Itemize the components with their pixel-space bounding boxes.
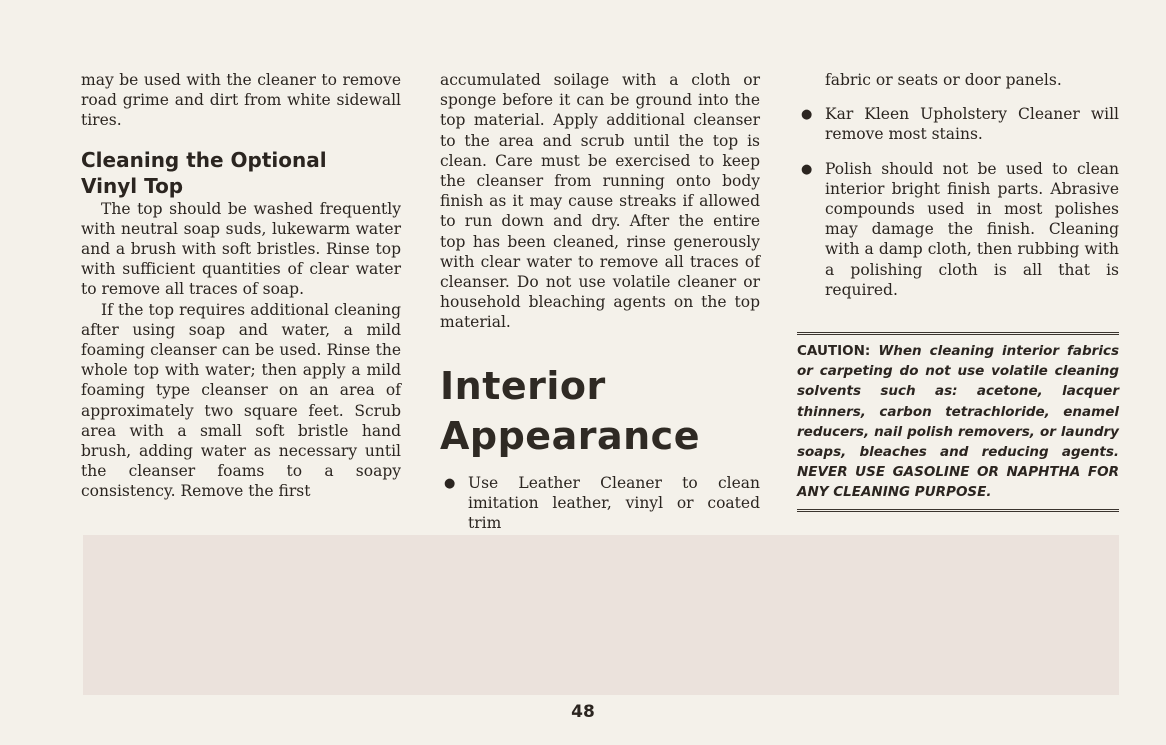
- heading-line-1: Cleaning the Optional: [81, 147, 327, 172]
- caution-warning: NEVER USE GASOLINE OR NAPHTHA FOR ANY CLEANING PURPOSE.: [797, 464, 1119, 501]
- column-left: [81, 70, 401, 502]
- bullet-continuation-text: fabric or seats or door panels.: [825, 71, 1062, 89]
- big-heading-line-1: Interior: [440, 363, 606, 408]
- interior-bullet-list-continued: [797, 70, 1119, 300]
- section-heading-interior-appearance: [440, 361, 760, 461]
- list-item: [797, 104, 1119, 144]
- caution-message: When cleaning interior fabrics or carpeting do not use volatile cleaning solvents such as: acetone, lacquer thinners, carbon tetrachloride, enamel reducers, nail polish removers, or laundry soaps, bleaches and reducing agents.: [797, 343, 1120, 461]
- vinyl-top-continuation: accumulated soilage with a cloth or sponge before it can be ground into the top material. Apply additional cleanser to the area and scrub until the top is clean. Care must be exercised to keep the cleanser from running onto body finish as it may cause streaks if allowed to run down and dry. After the entire top has been cleaned, rinse generously with clear water to remove all traces of cleanser. Do not use volatile cleaner or household bleaching agents on the top material.: [440, 71, 760, 332]
- bullet-icon: ●: [801, 107, 813, 123]
- bullet-text: Use Leather Cleaner to clean imitation leather, vinyl or coated trim: [468, 473, 760, 533]
- intro-paragraph: may be used with the cleaner to remove road grime and dirt from white sidewall tires.: [81, 71, 401, 130]
- heading-line-2: Vinyl Top: [81, 173, 184, 198]
- list-item-continuation: [797, 70, 1119, 90]
- column-right: [797, 70, 1119, 512]
- divider-top: [797, 332, 1119, 335]
- big-heading-line-2: Appearance: [440, 413, 700, 458]
- bullet-text: Kar Kleen Upholstery Cleaner will remove most stains.: [825, 105, 1119, 144]
- bullet-icon: ●: [444, 475, 456, 491]
- bleed-through-band: [83, 535, 1119, 695]
- caution-text: [797, 341, 1119, 503]
- caution-box: [797, 332, 1119, 512]
- bullet-text: Polish should not be used to clean interior bright finish parts. Abrasive compounds used in most polishes may damage the finish. Cleaning with a damp cloth, then rubbing with a polishing cloth is all that is required.: [825, 159, 1119, 299]
- page-number: 48: [571, 702, 595, 722]
- caution-label: CAUTION:: [797, 343, 871, 360]
- list-item: [797, 159, 1119, 300]
- section-heading-vinyl-top: [81, 147, 401, 199]
- vinyl-top-paragraph-2: If the top requires additional cleaning after using soap and water, a mild foaming cleanser can be used. Rinse the whole top with water; then apply a mild foaming type cleanser on an area of approximately two square feet. Scrub area with a small soft bristle hand brush, adding water as necessary until the cleanser foams to a soapy consistency. Remove the first: [81, 300, 401, 501]
- vinyl-top-paragraph-1: The top should be washed frequently with neutral soap suds, lukewarm water and a brush with soft bristles. Rinse top with sufficient quantities of clear water to remove all traces of soap.: [81, 199, 401, 299]
- divider-bottom: [797, 509, 1119, 512]
- list-item: [440, 473, 760, 534]
- column-middle: [440, 70, 760, 533]
- bullet-icon: ●: [801, 161, 813, 177]
- interior-bullet-list: [440, 473, 760, 534]
